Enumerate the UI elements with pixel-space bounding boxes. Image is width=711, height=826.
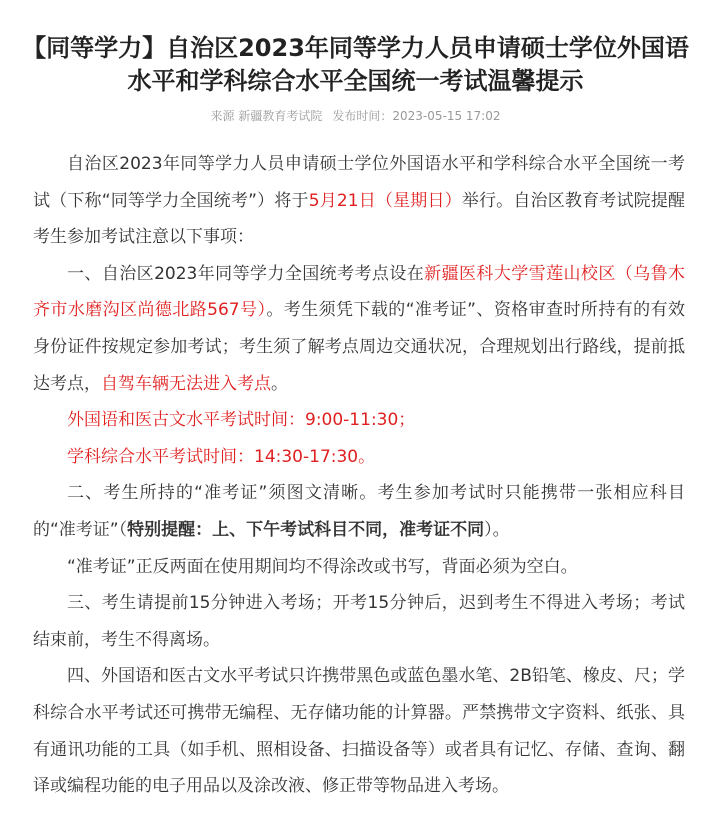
published-time: 2023-05-15 17:02 (392, 109, 501, 123)
intro-text-end: 举行。自治区教育考试院提醒考生参加考试注意以下事项： (33, 190, 685, 248)
paragraph-intro (33, 146, 685, 256)
paragraph-item-4: 四、外国语和医古文水平考试只许携带黑色或蓝色墨水笔、2B铅笔、橡皮、尺；学科综合水平考试还可携带无编程、无存储功能的计算器。严禁携带文字资料、纸张、具有通讯功能的工具（如手机、照相设备、扫描设备等）或者具有记忆、存储、查询、翻译或编程功能的电子用品以及涂改液、修正带等物品进入考场。 (33, 666, 685, 797)
item1-text-mid: 。考生须凭下载的“准考证”、资格审查时所持有的有效身份证件按规定参加考试；考生须了解考点周边交通状况，合理规划出行路线，提前抵达考点， (33, 300, 685, 394)
source-label: 来源 (210, 109, 235, 123)
paragraph-item-1 (33, 256, 685, 402)
exam-time-language: 外国语和医古文水平考试时间：9:00-11:30； (67, 410, 416, 431)
exam-date: 5月21日（星期日） (308, 190, 462, 211)
item1-text: 一、自治区2023年同等学力全国统考考点设在 (67, 263, 425, 284)
paragraph-item-3: 三、考生请提前15分钟进入考场；开考15分钟后，迟到考生不得进入考场；考试结束前，考生不得离场。 (33, 593, 685, 650)
article-title: 【同等学力】自治区2023年同等学力人员申请硕士学位外国语水平和学科综合水平全国统一考试温馨提示 (22, 34, 689, 95)
exam-venue: 新疆医科大学雪莲山校区（乌鲁木齐市水磨沟区尚德北路567号） (33, 263, 685, 321)
published-label: 发布时间： (332, 109, 393, 123)
item2-text: 二、考生所持的“准考证”须图文清晰。考生参加考试时只能携带一张相应科目的“准考证”（ (33, 483, 685, 540)
source-name: 新疆教育考试院 (238, 109, 323, 123)
intro-text: 自治区2023年同等学力人员申请硕士学位外国语水平和学科综合水平全国统一考试（下称“同等学力全国统考”）将于 (33, 154, 685, 211)
item2-text-end: ）。 (484, 519, 510, 540)
item1-text-end: 。 (271, 373, 288, 394)
no-cars-notice: 自驾车辆无法进入考点 (101, 373, 271, 394)
paragraph-item-2b: “准考证”正反两面在使用期间均不得涂改或书写，背面必须为空白。 (67, 556, 578, 577)
special-reminder: 特别提醒：上、下午考试科目不同，准考证不同 (127, 519, 485, 540)
article-meta (0, 108, 711, 124)
exam-time-subject: 学科综合水平考试时间：14:30-17:30。 (67, 446, 376, 467)
article-body (33, 146, 685, 805)
paragraph-item-2 (33, 475, 685, 548)
